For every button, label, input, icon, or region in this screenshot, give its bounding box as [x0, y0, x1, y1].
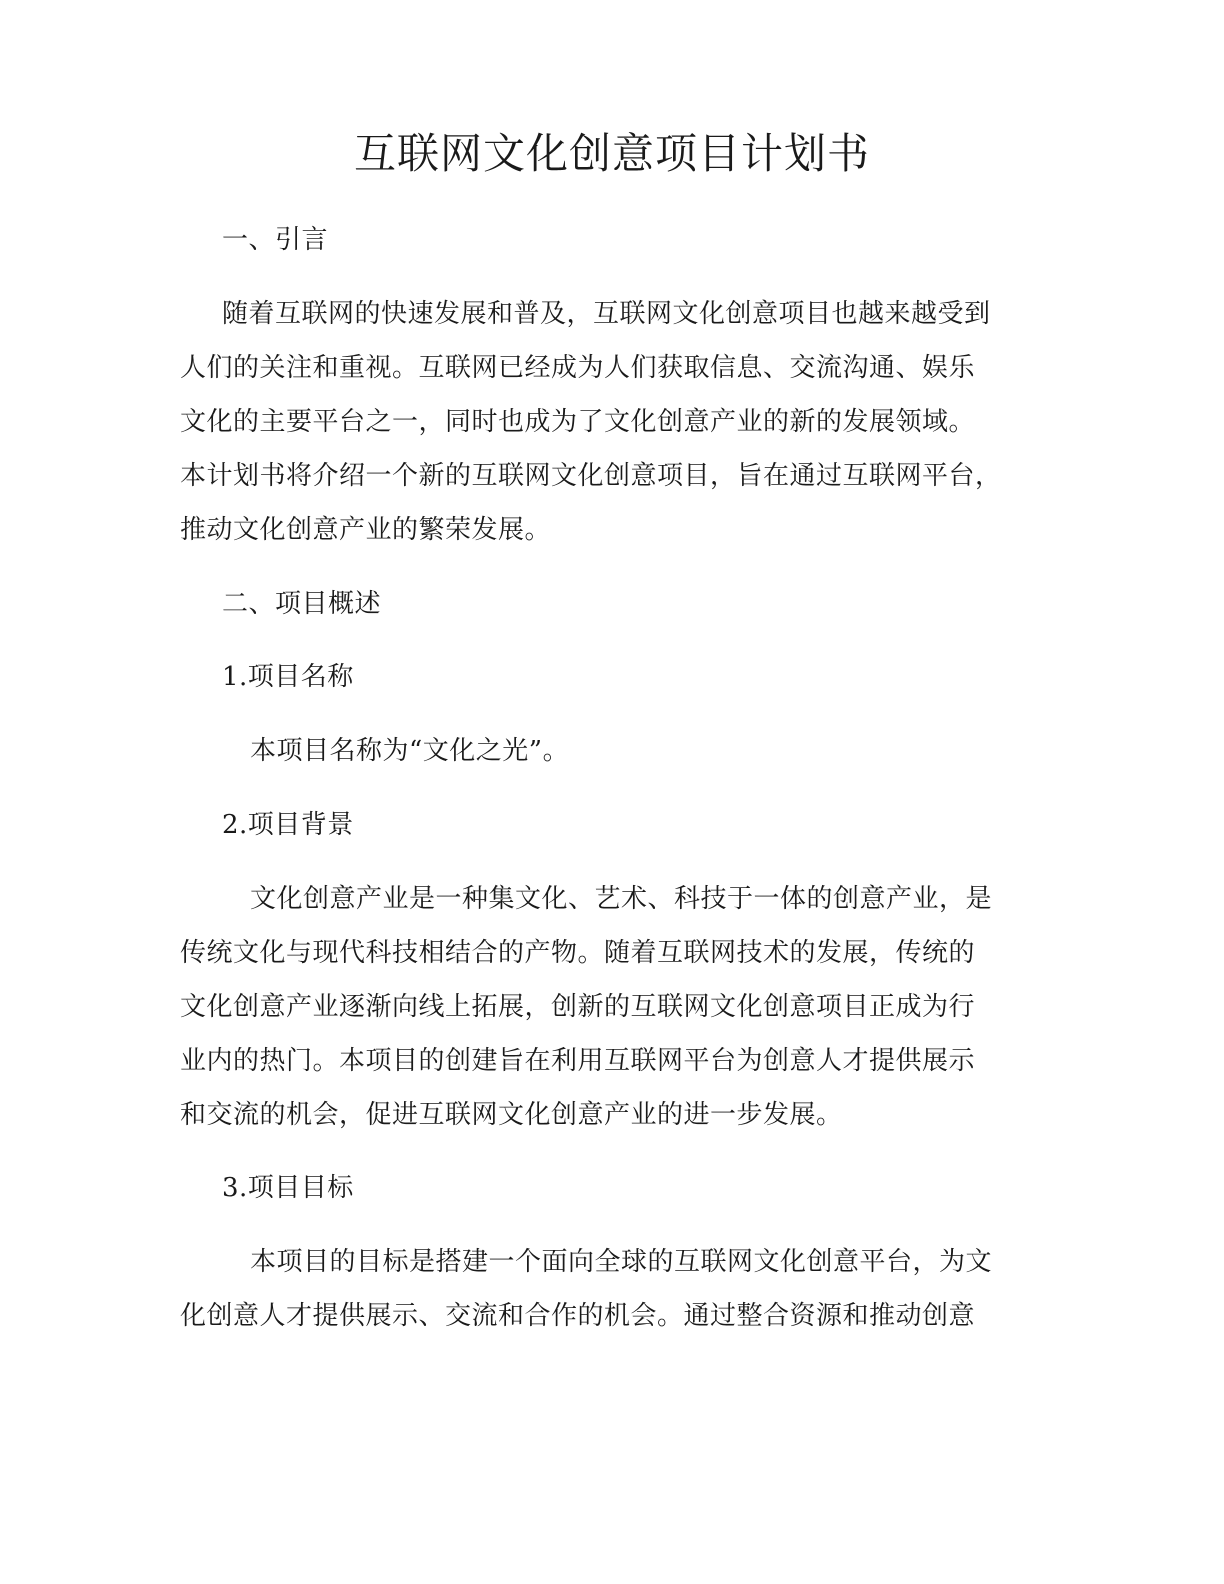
paragraph-line: 文化的主要平台之一，同时也成为了文化创意产业的新的发展领域。 [180, 407, 976, 437]
section-heading-intro: 一、引言 [222, 225, 329, 255]
subsection-heading-project-background: 2.项目背景 [222, 810, 354, 840]
paragraph-line: 业内的热门。本项目的创建旨在利用互联网平台为创意人才提供展示 [180, 1046, 976, 1076]
section-heading-overview: 二、项目概述 [222, 589, 382, 619]
paragraph-line: 本项目的目标是搭建一个面向全球的互联网文化创意平台，为文 [250, 1247, 993, 1277]
subsection-heading-project-goals: 3.项目目标 [222, 1173, 354, 1203]
paragraph-line: 本计划书将介绍一个新的互联网文化创意项目，旨在通过互联网平台， [180, 461, 1002, 491]
paragraph-line: 本项目名称为“文化之光”。 [250, 736, 570, 766]
paragraph-line: 传统文化与现代科技相结合的产物。随着互联网技术的发展，传统的 [180, 938, 976, 968]
paragraph-line: 化创意人才提供展示、交流和合作的机会。通过整合资源和推动创意 [180, 1301, 976, 1331]
paragraph-line: 和交流的机会，促进互联网文化创意产业的进一步发展。 [180, 1100, 843, 1130]
paragraph-line: 人们的关注和重视。互联网已经成为人们获取信息、交流沟通、娱乐 [180, 353, 976, 383]
paragraph-line: 推动文化创意产业的繁荣发展。 [180, 515, 552, 545]
paragraph-line: 文化创意产业逐渐向线上拓展，创新的互联网文化创意项目正成为行 [180, 992, 976, 1022]
document-title: 互联网文化创意项目计划书 [353, 129, 870, 178]
subsection-heading-project-name: 1.项目名称 [222, 662, 354, 692]
paragraph-line: 文化创意产业是一种集文化、艺术、科技于一体的创意产业，是 [250, 884, 993, 914]
paragraph-line: 随着互联网的快速发展和普及，互联网文化创意项目也越来越受到 [222, 299, 991, 329]
